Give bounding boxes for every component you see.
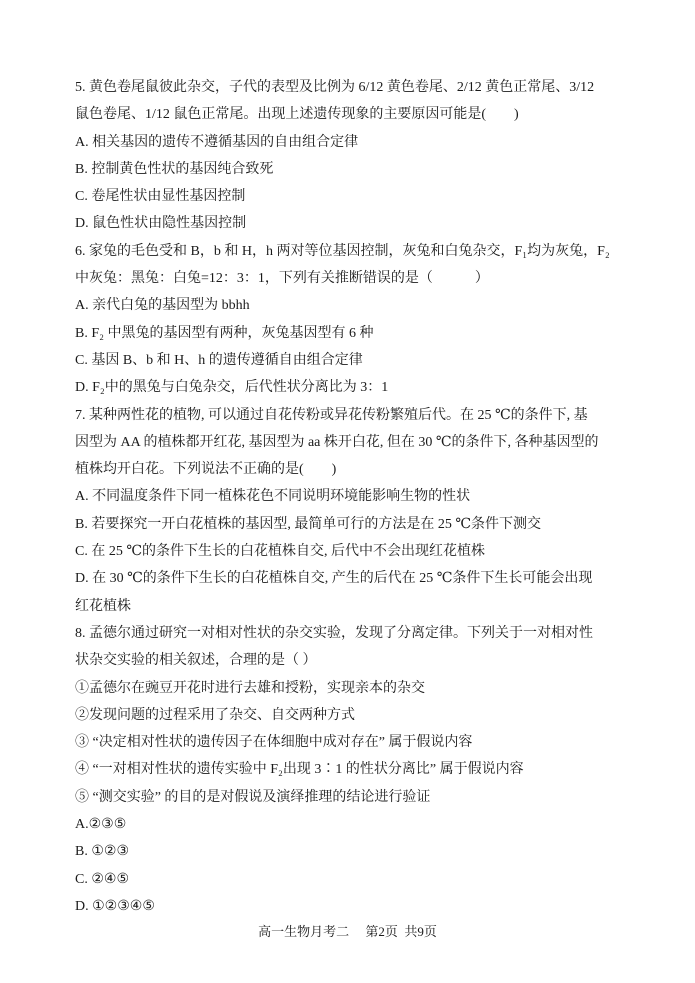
question-6 (75, 238, 635, 402)
question-7 (75, 402, 635, 620)
option-a: A.②③⑤ (75, 817, 127, 833)
question-stem-line: 8. 孟德尔通过研究一对相对性状的杂交实验，发现了分离定律。下列关于一对相对性 (75, 625, 593, 641)
option-b: B. 若要探究一开白花植株的基因型, 最简单可行的方法是在 25 ℃条件下测交 (75, 516, 541, 532)
option-d-continued: 红花植株 (75, 598, 131, 614)
option-a: A. 亲代白兔的基因型为 bbhh (75, 298, 250, 314)
option-a: A. 相关基因的遗传不遵循基因的自由组合定律 (75, 134, 359, 150)
option-d: D. F₂中的黑兔与白兔杂交，后代性状分离比为 3：1 (75, 380, 389, 396)
question-5 (75, 74, 635, 238)
page-footer: 高一生物月考二 第2页 共9页 (258, 924, 437, 939)
question-stem-line: 因型为 AA 的植株都开红花, 基因型为 aa 株开白花, 但在 30 ℃的条件下, 各种基因型的 (75, 434, 599, 450)
option-d: D. ①②③④⑤ (75, 898, 155, 914)
option-d: D. 鼠色性状由隐性基因控制 (75, 216, 247, 232)
option-b: B. F₂ 中黑兔的基因型有两种，灰兔基因型有 6 种 (75, 325, 374, 341)
question-stem-line: 7. 某种两性花的植物, 可以通过自花传粉或异花传粉繁殖后代。在 25 ℃的条件下, 基 (75, 407, 588, 423)
question-stem-line: 5. 黄色卷尾鼠彼此杂交，子代的表型及比例为 6/12 黄色卷尾、2/12 黄色正常尾、3/12 (75, 80, 595, 95)
question-stem-line: 鼠色卷尾、1/12 鼠色正常尾。出现上述遗传现象的主要原因可能是( ) (75, 107, 519, 123)
option-c: C. 在 25 ℃的条件下生长的白花植株自交, 后代中不会出现红花植株 (75, 544, 485, 560)
question-stem-line: 中灰兔：黑兔：白兔=12：3：1，下列有关推断错误的是（ ） (75, 271, 489, 287)
statement-5: ⑤ “测交实验” 的目的是对假说及演绎推理的结论进行验证 (75, 789, 431, 805)
option-d: D. 在 30 ℃的条件下生长的白花植株自交, 产生的后代在 25 ℃条件下生长可能会出现 (75, 571, 593, 587)
question-stem-line: 状杂交实验的相关叙述，合理的是（ ） (75, 653, 317, 669)
statement-2: ②发现问题的过程采用了杂交、自交两种方式 (75, 707, 355, 723)
option-c: C. 基因 B、b 和 H、h 的遗传遵循自由组合定律 (75, 352, 363, 368)
option-b: B. 控制黄色性状的基因纯合致死 (75, 161, 274, 177)
question-8 (75, 620, 635, 920)
page-body (75, 74, 635, 920)
statement-4: ④ “一对相对性状的遗传实验中 F₂出现 3∶1 的性状分离比” 属于假说内容 (75, 762, 524, 778)
statement-3: ③ “决定相对性状的遗传因子在体细胞中成对存在” 属于假说内容 (75, 735, 473, 751)
question-stem-line: 植株均开白花。下列说法不正确的是( ) (75, 462, 337, 478)
option-c: C. 卷尾性状由显性基因控制 (75, 189, 246, 205)
statement-1: ①孟德尔在豌豆开花时进行去雄和授粉，实现亲本的杂交 (75, 680, 425, 696)
option-c: C. ②④⑤ (75, 871, 129, 887)
option-b: B. ①②③ (75, 844, 129, 860)
question-stem-line: 6. 家兔的毛色受和 B，b 和 H，h 两对等位基因控制，灰兔和白兔杂交，F₁均为灰兔，F₂ (75, 243, 610, 259)
option-a: A. 不同温度条件下同一植株花色不同说明环境能影响生物的性状 (75, 489, 471, 505)
